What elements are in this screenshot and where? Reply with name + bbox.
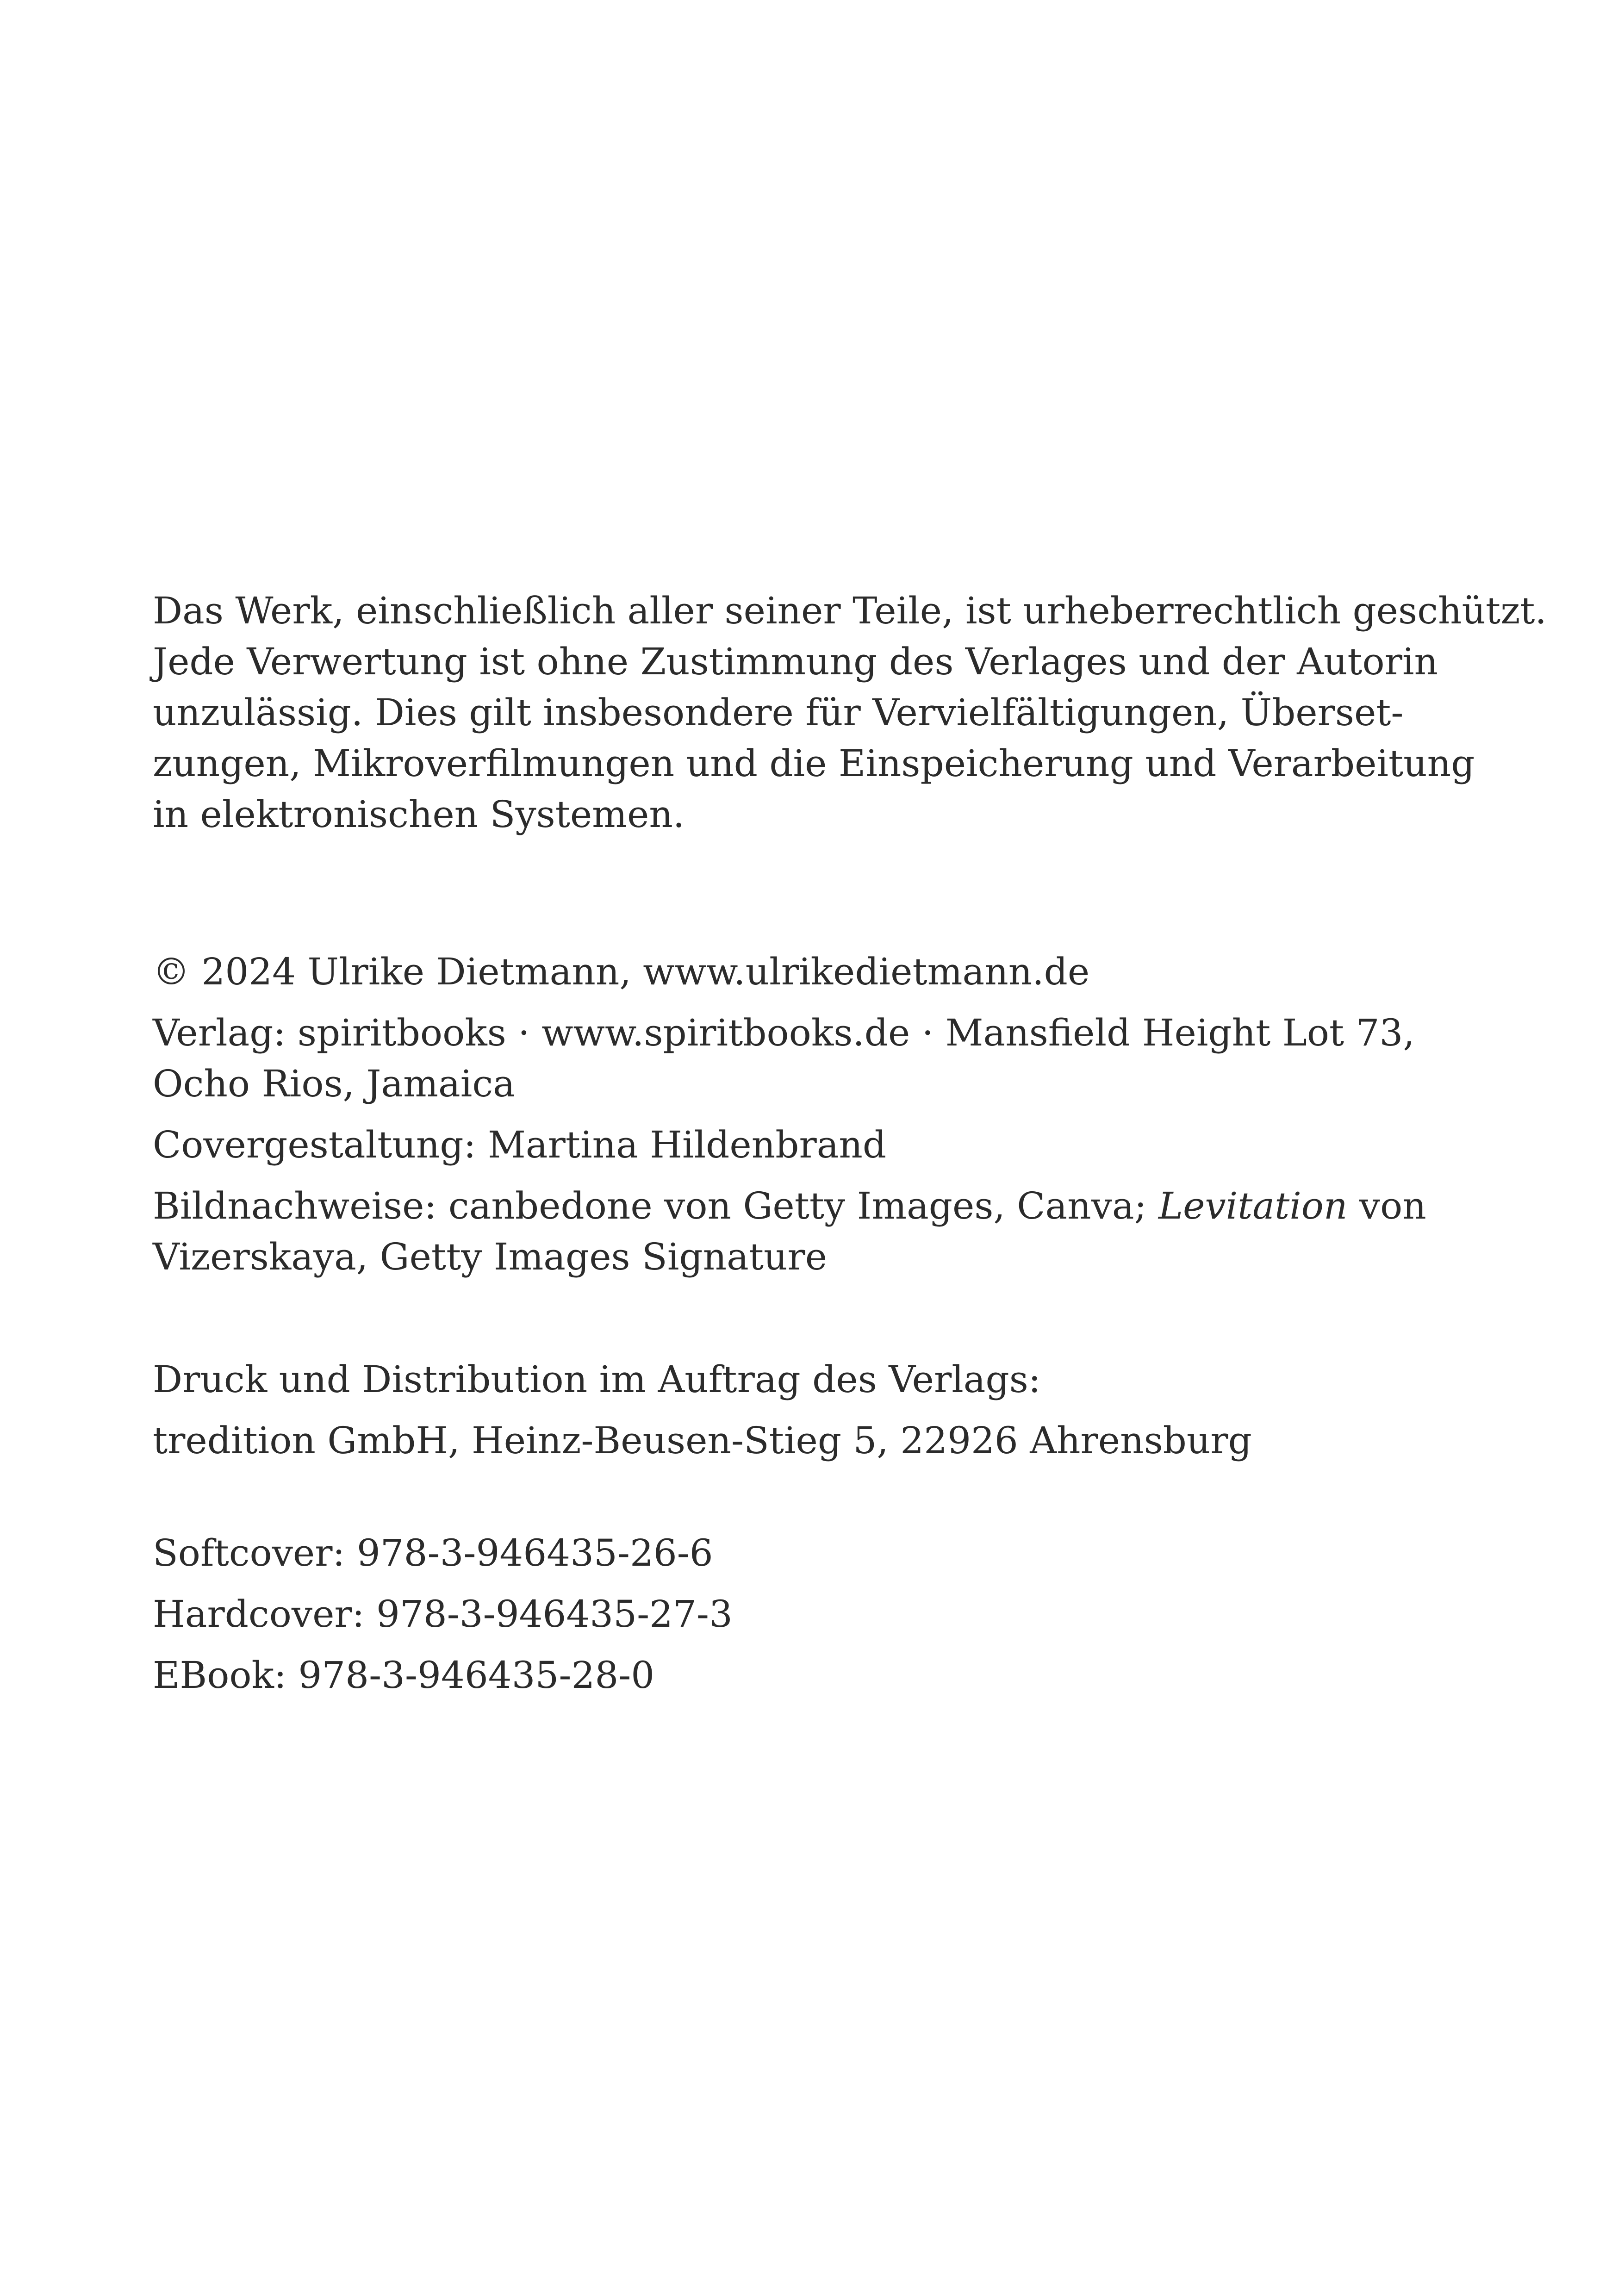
cover-design-entry <box>153 1120 1421 1170</box>
image-credits-italic-title: Levitation <box>1158 1184 1348 1227</box>
legal-notice-line-2: Jede Verwertung ist ohne Zustimmung des Verlages und der Autorin <box>153 640 1438 683</box>
image-credits-prefix: Bildnachweise: canbedone von Getty Images, Canva; <box>153 1184 1158 1227</box>
printing-address: tredition GmbH, Heinz-Beusen-Stieg 5, 22926 Ahrensburg <box>153 1419 1252 1462</box>
isbn-ebook: EBook: 978-3-946435-28-0 <box>153 1654 655 1697</box>
isbn-softcover: Softcover: 978-3-946435-26-6 <box>153 1531 713 1574</box>
legal-notice-line-1: Das Werk, einschließlich aller seiner Teile, ist urheberrechtlich geschützt. <box>153 589 1547 632</box>
image-credits-line-2: Vizerskaya, Getty Images Signature <box>153 1235 828 1278</box>
publisher-entry <box>153 1008 1421 1109</box>
isbn-hardcover: Hardcover: 978-3-946435-27-3 <box>153 1593 733 1636</box>
image-credits-entry <box>153 1181 1426 1282</box>
legal-notice-line-3: unzulässig. Dies gilt insbesondere für Vervielfältigungen, Überset- <box>153 691 1404 734</box>
printing-heading: Druck und Distribution im Auftrag des Verlags: <box>153 1358 1041 1401</box>
cover-design-line: Covergestaltung: Martina Hildenbrand <box>153 1123 887 1166</box>
legal-notice-line-4: zungen, Mikroverfilmungen und die Einspeicherung und Verarbeitung <box>153 742 1475 785</box>
legal-notice <box>153 585 1547 840</box>
credits-section <box>153 946 1426 1293</box>
copyright-entry <box>153 946 1421 997</box>
image-credits-line-1 <box>153 1181 1426 1232</box>
legal-notice-line-5: in elektronischen Systemen. <box>153 793 685 836</box>
printing-section <box>153 1349 1421 1471</box>
publisher-line-2: Ocho Rios, Jamaica <box>153 1062 515 1105</box>
publisher-line-1: Verlag: spiritbooks · www.spiritbooks.de · Mansfield Height Lot 73, <box>153 1011 1415 1054</box>
image-credits-suffix: von <box>1347 1184 1426 1227</box>
isbn-section <box>153 1523 1421 1706</box>
copyright-line: © 2024 Ulrike Dietmann, www.ulrikedietmann.de <box>153 950 1090 993</box>
